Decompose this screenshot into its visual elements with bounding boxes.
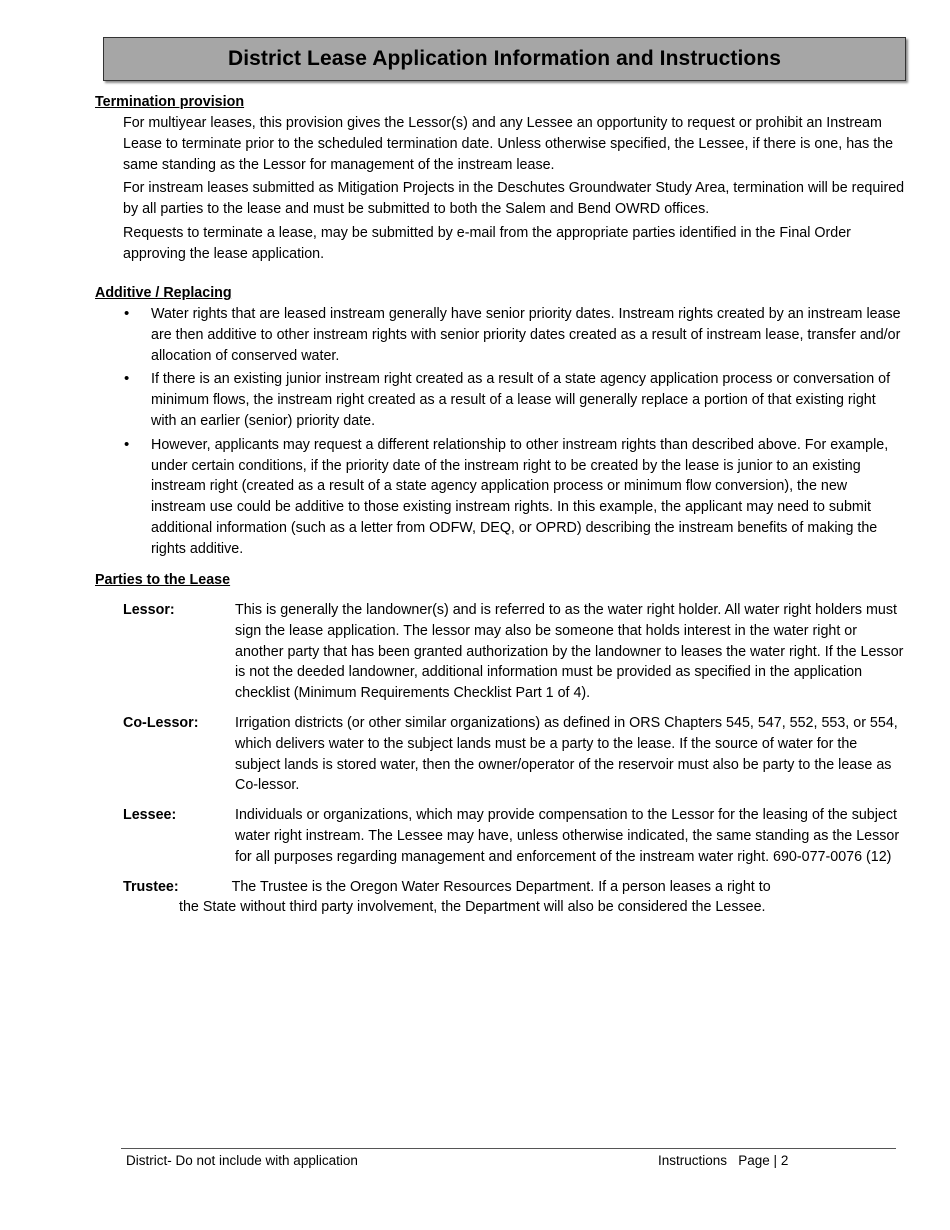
party-description: Individuals or organizations, which may provide compensation to the Lessor for the leasing of the subject water right instream. The Lessee may have, unless otherwise indicated, the same standing as the Lessor for all purposes regarding management and enforcement of the instream water right. 690-077-0076 (12) — [235, 807, 900, 865]
party-co-lessor — [95, 713, 905, 796]
additive-heading: Additive / Replacing — [95, 285, 232, 301]
page-title: District Lease Application Information and Instructions — [103, 37, 906, 81]
party-label: Trustee: — [123, 878, 179, 895]
bullet-icon: • — [124, 435, 130, 453]
party-label: Lessee: — [123, 807, 177, 824]
footer-divider — [121, 1148, 896, 1149]
footer-page-number: Instructions Page | 2 — [658, 1153, 789, 1168]
party-lessor — [95, 600, 905, 704]
termination-paragraph: Requests to terminate a lease, may be submitted by e-mail from the appropriate parties identified in the Final Order approving the lease application. — [123, 224, 851, 262]
party-label: Lessor: — [123, 602, 175, 618]
list-item — [95, 435, 905, 560]
list-item — [95, 304, 905, 366]
trustee-first-line: The Trustee is the Oregon Water Resources Department. If a person leases a right to — [231, 878, 771, 895]
party-description: This is generally the landowner(s) and is referred to as the water right holder. All water right holders must sign the lease application. The lessor may also be someone that holds interest in the water right or another party that has been granted authorization by the landowner to leases the water right. If the Lessor is not the deeded landowner, additional information must be provided as specified in the application checklist (Minimum Requirements Checklist Part 1 of 4). — [235, 602, 904, 702]
bullet-icon: • — [124, 370, 130, 388]
party-trustee — [123, 877, 905, 919]
additive-section — [95, 283, 905, 563]
termination-section — [95, 92, 905, 268]
termination-paragraph: For multiyear leases, this provision gives the Lessor(s) and any Lessee an opportunity to request or prohibit an Instream Lease to terminate prior to the scheduled termination date. Unless otherwise specified, the Lessee, if there is one, has the same standing as the Lessor for management of the instream lease. — [123, 115, 894, 173]
trustee-continuation: the State without third party involvement, the Department will also be considered the Lessee. — [179, 899, 766, 916]
party-lessee — [95, 805, 905, 867]
additive-bullet-list — [95, 304, 905, 560]
parties-heading: Parties to the Lease — [95, 572, 231, 588]
termination-heading: Termination provision — [95, 94, 245, 110]
bullet-text: If there is an existing junior instream right created as a result of a state agency application process or conversation of minimum flows, the instream right created as a result of a lease will generally replace a portion of that existing right with an earlier (senior) priority date. — [151, 371, 891, 429]
list-item — [95, 369, 905, 431]
party-label: Co-Lessor: — [123, 714, 199, 731]
parties-section — [95, 570, 905, 918]
bullet-icon: • — [124, 305, 130, 322]
party-description: Irrigation districts (or other similar organizations) as defined in ORS Chapters 545, 547, 552, 553, or 554, which delivers water to the subject lands must be a party to the lease. If the source of water for the subject lands is stored water, then the owner/operator of the reservoir must also be party to the lease as Co-lessor. — [235, 714, 898, 794]
footer-left-text: District- Do not include with application — [126, 1153, 358, 1168]
termination-paragraph: For instream leases submitted as Mitigation Projects in the Deschutes Groundwater Study Area, termination will be required by all parties to the lease and must be submitted to both the Salem and Bend OWRD offices. — [123, 180, 905, 218]
bullet-text: Water rights that are leased instream generally have senior priority dates. Instream rights created by an instream lease are then additive to other instream rights with senior priority dates created as a result of instream lease, transfer and/or allocation of conserved water. — [151, 306, 901, 364]
bullet-text: However, applicants may request a different relationship to other instream rights than described above. For example, under certain conditions, if the priority date of the instream right to be created by the lease is junior to an existing instream right (created as a result of a state agency application process or minimum flow conversion), the new instream use could be additive to those existing instream rights. In this example, the applicant may need to submit additional information (such as a letter from ODFW, DEQ, or OPRD) describing the instream benefits of making the rights additive. — [151, 436, 889, 557]
